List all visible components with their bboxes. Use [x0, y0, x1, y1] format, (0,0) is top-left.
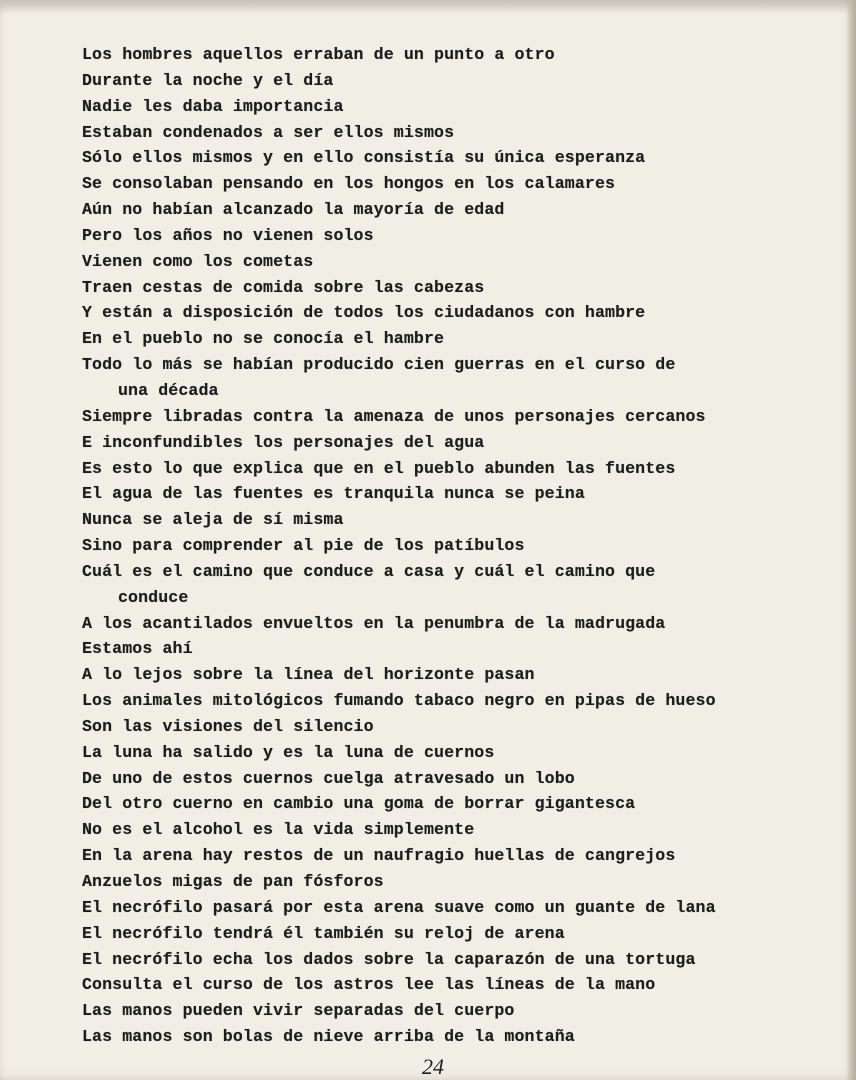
- poem-line: A lo lejos sobre la línea del horizonte pasan: [82, 665, 535, 685]
- poem-line: Son las visiones del silencio: [82, 716, 374, 736]
- poem-line: En la arena hay restos de un naufragio huellas de cangrejos: [82, 846, 676, 866]
- poem-line: A los acantilados envueltos en la penumbra de la madrugada: [82, 613, 666, 633]
- poem-line-continuation: conduce: [118, 587, 189, 607]
- poem-line: Se consolaban pensando en los hongos en los calamares: [82, 174, 616, 194]
- poem-line: Y están a disposición de todos los ciudadanos con hambre: [82, 303, 646, 323]
- poem-line: Nunca se aleja de sí misma: [82, 510, 344, 530]
- poem-line: Los hombres aquellos erraban de un punto a otro: [82, 45, 555, 64]
- poem-line: El necrófilo pasará por esta arena suave como un guante de lana: [82, 897, 716, 917]
- poem-line: Siempre libradas contra la amenaza de unos personajes cercanos: [82, 406, 706, 426]
- poem-line: No es el alcohol es la vida simplemente: [82, 820, 475, 840]
- poem-line: Los animales mitológicos fumando tabaco negro en pipas de hueso: [82, 691, 716, 711]
- poem-line: El necrófilo tendrá él también su reloj de arena: [82, 923, 565, 943]
- poem-line: Del otro cuerno en cambio una goma de borrar gigantesca: [82, 794, 636, 814]
- poem-line: Vienen como los cometas: [82, 251, 314, 271]
- poem-line: El agua de las fuentes es tranquila nunca se peina: [82, 484, 585, 504]
- poem-line: Sino para comprender al pie de los patíbulos: [82, 536, 525, 556]
- poem-line: Durante la noche y el día: [82, 70, 334, 90]
- poem-line: Estamos ahí: [82, 639, 193, 659]
- poem-line: Consulta el curso de los astros lee las líneas de la mano: [82, 975, 656, 995]
- poem-line: En el pueblo no se conocía el hambre: [82, 329, 445, 349]
- poem-line: Todo lo más se habían producido cien guerras en el curso de: [82, 355, 676, 375]
- page-number: 24: [422, 1054, 444, 1079]
- poem-line: La luna ha salido y es la luna de cuernos: [82, 742, 495, 762]
- poem-line: E inconfundibles los personajes del agua: [82, 432, 485, 452]
- poem-line: Las manos pueden vivir separadas del cuerpo: [82, 1001, 515, 1021]
- poem-line: Las manos son bolas de nieve arriba de la montaña: [82, 1027, 575, 1047]
- poem-line: El necrófilo echa los dados sobre la caparazón de una tortuga: [82, 949, 696, 969]
- poem-line: Estaban condenados a ser ellos mismos: [82, 122, 455, 142]
- poem-line: Cuál es el camino que conduce a casa y cuál el camino que: [82, 561, 656, 581]
- poem-line: Nadie les daba importancia: [82, 96, 344, 116]
- poem-line: Pero los años no vienen solos: [82, 225, 374, 245]
- poem-line: De uno de estos cuernos cuelga atravesado un lobo: [82, 768, 575, 788]
- paper-top-edge: [0, 0, 856, 14]
- poem-line: Anzuelos migas de pan fósforos: [82, 872, 384, 891]
- poem-text-block: [82, 42, 822, 1050]
- poem-line-continuation: una década: [118, 380, 219, 400]
- poem-line: Traen cestas de comida sobre las cabezas: [82, 277, 485, 297]
- poem-line: Sólo ellos mismos y en ello consistía su única esperanza: [82, 148, 646, 168]
- poem-line: Es esto lo que explica que en el pueblo abunden las fuentes: [82, 458, 676, 478]
- paper-right-edge: [846, 0, 856, 1080]
- poem-line: Aún no habían alcanzado la mayoría de edad: [82, 200, 505, 220]
